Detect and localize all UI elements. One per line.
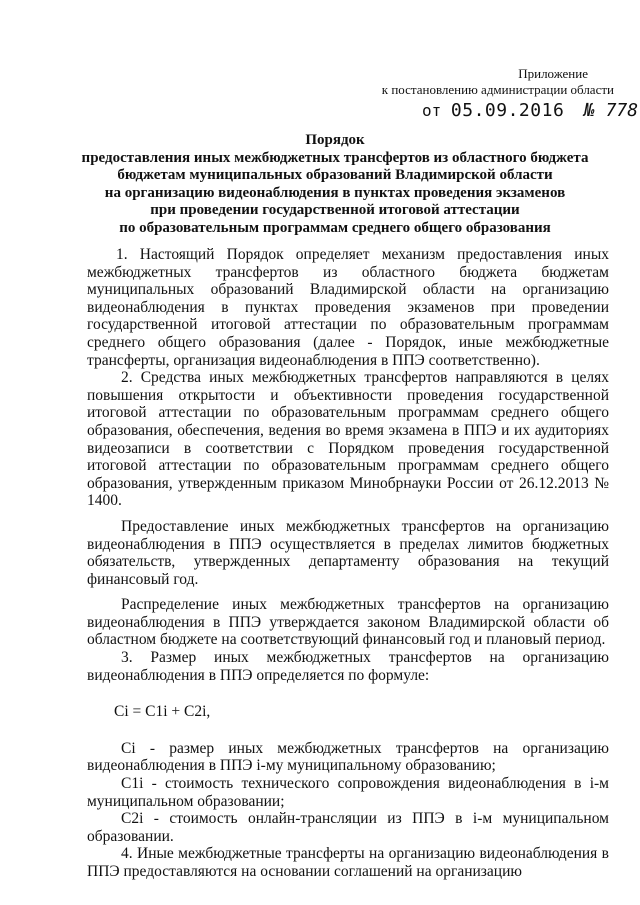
paragraph-7: C1i - стоимость технического сопровождения видеонаблюдения в i-м муниципальном образовании;: [87, 775, 609, 810]
title-line: бюджетам муниципальных образований Владимирской области: [117, 167, 553, 184]
title-line: предоставления иных межбюджетных трансфертов из областного бюджета: [81, 149, 589, 166]
paragraph-9: 4. Иные межбюджетные трансферты на организацию видеонаблюдения в ППЭ предоставляются на основании соглашений на организацию: [87, 845, 609, 880]
title-line: по образовательным программам среднего общего образования: [119, 219, 551, 236]
document-body: [87, 246, 609, 881]
document-title: [60, 132, 610, 238]
decree-prefix: от: [422, 101, 442, 120]
paragraph-2: 2. Средства иных межбюджетных трансфертов направляются в целях повышения открытости и объективности проведения государственной итоговой аттестации по образовательным программам среднего общего образования, обеспечения, ведения во время экзамена в ППЭ и их аудиториях видеозаписи в соответствии с Порядком проведения государственной итоговой аттестации по образовательным программам среднего общего образования, утвержденным приказом Минобрнауки России от 26.12.2013 № 1400.: [87, 369, 609, 510]
decree-line: [422, 100, 638, 121]
paragraph-8: C2i - стоимость онлайн-трансляции из ППЭ в i-м муниципальном образовании.: [87, 810, 609, 845]
paragraph-6: Ci - размер иных межбюджетных трансфертов на организацию видеонаблюдения в ППЭ i-му муниципальному образованию;: [87, 739, 609, 775]
decree-date: 05.09.2016: [450, 100, 565, 121]
formula: Ci = C1i + C2i,: [114, 703, 211, 721]
paragraph-4: Распределение иных межбюджетных трансфертов на организацию видеонаблюдения в ППЭ утверждается законом Владимирской области об областном бюджете на соответствующий финансовый год и плановый период.: [87, 596, 609, 649]
paragraph-5: 3. Размер иных межбюджетных трансфертов на организацию видеонаблюдения в ППЭ определяется по формуле:: [87, 649, 609, 684]
appendix-reference: к постановлению администрации области: [381, 82, 614, 97]
title-line: Порядок: [305, 132, 365, 148]
appendix-label: Приложение: [518, 66, 588, 81]
appendix-header: [382, 66, 614, 98]
title-line: на организацию видеонаблюдения в пунктах проведения экзаменов: [104, 184, 566, 201]
title-line: при проведении государственной итоговой аттестации: [150, 202, 520, 219]
paragraph-3: Предоставление иных межбюджетных трансфертов на организацию видеонаблюдения в ППЭ осуществляется в пределах лимитов бюджетных обязательств, утвержденных департаменту образования на текущий финансовый год.: [87, 517, 609, 588]
paragraph-1: 1. Настоящий Порядок определяет механизм предоставления иных межбюджетных трансфертов из областного бюджета бюджетам муниципальных образований Владимирской области на организацию видеонаблюдения в пунктах проведения экзаменов при проведении государственной итоговой аттестации по образовательным программам среднего общего образования (далее - Порядок, иные межбюджетные трансферты, организация видеонаблюдения в ППЭ соответственно).: [87, 246, 609, 369]
decree-number: № 778: [583, 100, 639, 121]
